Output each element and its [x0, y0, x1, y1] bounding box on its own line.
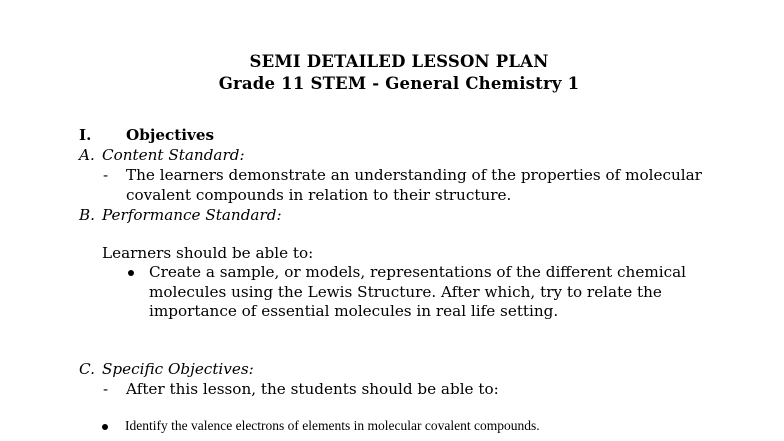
section-numeral: I.: [79, 126, 92, 144]
content-standard-line-1: The learners demonstrate an understanding of the properties of molecular: [126, 166, 702, 184]
performance-standard-marker: B.: [79, 206, 95, 224]
performance-standard-intro: Learners should be able to:: [102, 244, 314, 262]
content-standard-label: Content Standard:: [102, 146, 245, 164]
bullet-dot-icon: [128, 270, 134, 276]
performance-bullet-line-2: molecules using the Lewis Structure. After which, try to relate the: [149, 283, 662, 301]
performance-standard-label: Performance Standard:: [102, 206, 282, 224]
section-heading-objectives: Objectives: [126, 126, 215, 144]
specific-objectives-dash: -: [103, 380, 109, 398]
specific-objectives-label: Specific Objectives:: [102, 360, 254, 378]
specific-objective-item-1: Identify the valence electrons of elements in molecular covalent compounds.: [125, 418, 540, 433]
content-standard-line-2: covalent compounds in relation to their structure.: [126, 186, 512, 204]
page-subtitle: Grade 11 STEM - General Chemistry 1: [218, 74, 580, 93]
performance-bullet-line-1: Create a sample, or models, representations of the different chemical: [149, 263, 686, 281]
performance-bullet-line-3: importance of essential molecules in real life setting.: [149, 302, 559, 320]
page-title: SEMI DETAILED LESSON PLAN: [249, 52, 549, 71]
specific-objectives-intro: After this lesson, the students should be able to:: [126, 380, 499, 398]
bullet-dot-icon: [102, 424, 108, 430]
specific-objectives-marker: C.: [79, 360, 95, 378]
content-standard-marker: A.: [79, 146, 95, 164]
content-standard-dash: -: [103, 166, 109, 184]
